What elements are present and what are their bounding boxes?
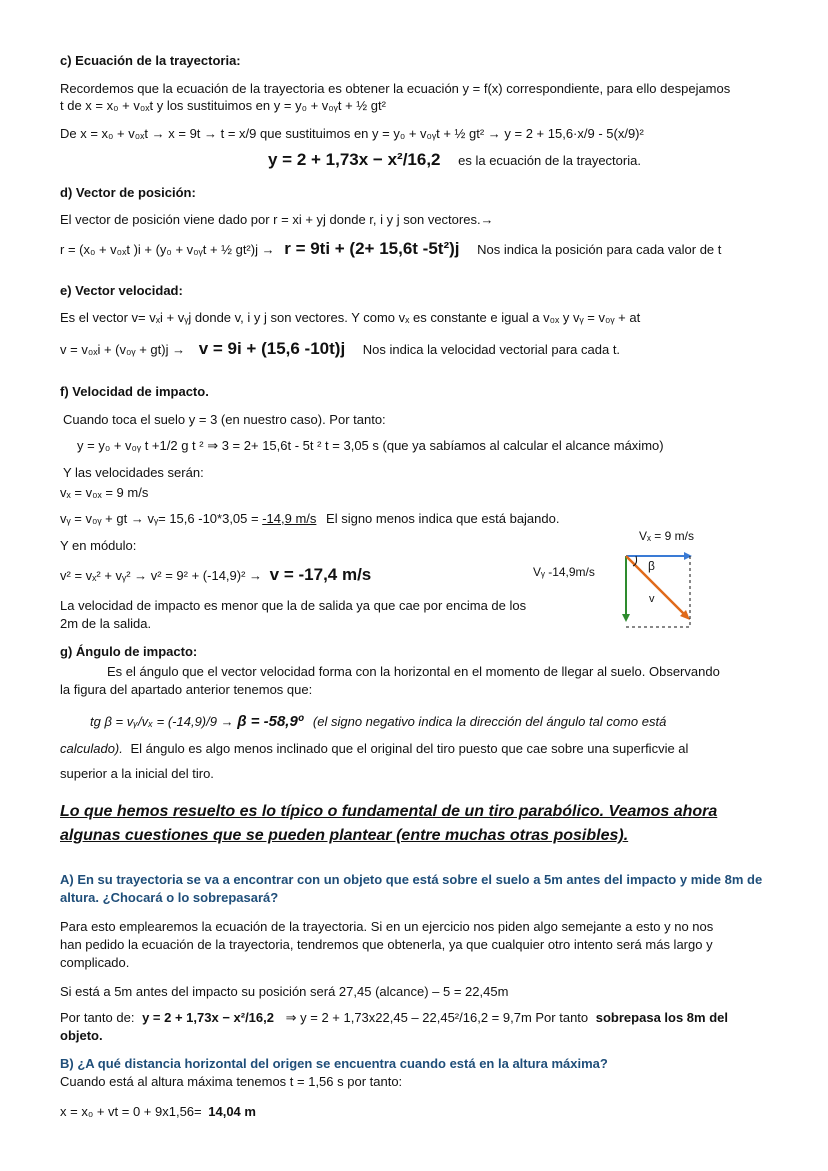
answer-a-substitution: ⇒ y = 2 + 1,73x22,45 – 22,45²/16,2 = 9,7m Por tanto	[285, 1010, 589, 1025]
section-g-paragraph	[60, 740, 688, 757]
trajectory-equation-note: es la ecuación de la trayectoria.	[458, 153, 641, 168]
beta-note: (el signo negativo indica la dirección del ángulo tal como está	[312, 714, 667, 729]
answer-a-calculation	[60, 1009, 728, 1026]
answer-a-conclusion-end: objeto.	[60, 1028, 103, 1043]
figure-v-label: v	[649, 593, 655, 605]
section-c-paragraph: t de x = x₀ + v₀ₓt y los sustituimos en y = y₀ + v₀ᵧt + ½ gt²	[60, 98, 386, 113]
section-g-paragraph: superior a la inicial del tiro.	[60, 766, 214, 781]
answer-a-paragraph: complicado.	[60, 955, 130, 970]
velocity-vector-line	[60, 340, 620, 358]
vy-note: El signo menos indica que está bajando.	[326, 511, 560, 526]
calculated-note: calculado).	[60, 741, 123, 756]
impact-angle-line	[90, 713, 666, 730]
angle-comparison: El ángulo es algo menos inclinado que el original del tiro puesto que cae sobre una superficvie al	[130, 741, 689, 756]
section-g-paragraph: la figura del apartado anterior tenemos que:	[60, 682, 313, 697]
position-vector-line	[60, 240, 721, 258]
section-g-paragraph: Es el ángulo que el vector velocidad forma con la horizontal en el momento de llegar al suelo. Observando	[107, 664, 720, 679]
vx-arrowhead	[684, 552, 692, 560]
answer-a-equation: y = 2 + 1,73x − x²/16,2	[142, 1010, 274, 1025]
velocity-vector-expansion: v = v₀ₓi + (v₀ᵧ + gt)j →	[60, 342, 186, 357]
section-f-paragraph: 2m de la salida.	[60, 616, 152, 631]
section-e-paragraph: Es el vector v= vₓi + vᵧj donde v, i y j son vectores. Y como vₓ es constante e igual a v₀ₓ y vᵧ = v₀ᵧ + at	[60, 310, 641, 325]
velocity-vector-formula: v = 9i + (15,6 -10t)j	[198, 339, 346, 358]
impact-time-equation: y = y₀ + v₀ᵧ t +1/2 g t ² ⇒ 3 = 2+ 15,6t - 5t ² t = 3,05 s (que ya sabíamos al calcular el alcance máximo)	[77, 438, 664, 453]
answer-a-paragraph: han pedido la ecuación de la trayectoria, tendremos que obtenerla, ya que cualquier otro intento será más largo y	[60, 937, 713, 952]
vy-arrowhead	[622, 614, 630, 622]
figure-vx-label: Vₓ = 9 m/s	[639, 529, 694, 543]
answer-b-paragraph: Cuando está al altura máxima tenemos t = 1,56 s por tanto:	[60, 1074, 403, 1089]
answer-a-paragraph: Para esto emplearemos la ecuación de la trayectoria. Si en un ejercicio nos piden algo semejante a esto y no nos	[60, 919, 714, 934]
position-vector-note: Nos indica la posición para cada valor de t	[477, 242, 722, 257]
summary-heading-line2: algunas cuestiones que se pueden plantear (entre muchas otras posibles).	[60, 827, 629, 844]
section-f-title: f) Velocidad de impacto.	[60, 384, 209, 399]
question-a-line2: altura. ¿Chocará o lo sobrepasará?	[60, 890, 279, 905]
section-e-title: e) Vector velocidad:	[60, 283, 183, 298]
answer-a-conclusion: sobrepasa los 8m del	[595, 1010, 728, 1025]
beta-result: β = -58,9º	[237, 713, 304, 730]
answer-a-position: Si está a 5m antes del impacto su posición será 27,45 (alcance) – 5 = 22,45m	[60, 984, 509, 999]
speed-result: v = -17,4 m/s	[269, 565, 372, 584]
section-f-paragraph: La velocidad de impacto es menor que la de salida ya que cae por encima de los	[60, 598, 527, 613]
vy-line	[60, 510, 559, 527]
summary-heading-line1: Lo que hemos resuelto es lo típico o fundamental de un tiro parabólico. Veamos ahora	[60, 803, 718, 820]
position-vector-expansion: r = (x₀ + v₀ₓt )i + (y₀ + v₀ᵧt + ½ gt²)j →	[60, 242, 275, 257]
section-f-paragraph: Cuando toca el suelo y = 3 (en nuestro caso). Por tanto:	[63, 412, 386, 427]
speed-magnitude-line	[60, 566, 371, 584]
section-c-title: c) Ecuación de la trayectoria:	[60, 53, 241, 68]
velocity-triangle-figure	[612, 526, 712, 632]
vy-result: -14,9 m/s	[262, 511, 317, 526]
section-g-title: g) Ángulo de impacto:	[60, 644, 198, 659]
speed-expansion: v² = vₓ² + vᵧ² → v² = 9² + (-14,9)² →	[60, 568, 263, 583]
vx-value: vₓ = v₀ₓ = 9 m/s	[60, 485, 149, 500]
question-b: B) ¿A qué distancia horizontal del origen se encuentra cuando está en la altura máxima?	[60, 1056, 608, 1071]
trajectory-equation-formula: y = 2 + 1,73x − x²/16,2	[268, 150, 441, 169]
trajectory-equation	[268, 151, 641, 169]
position-vector-formula: r = 9ti + (2+ 15,6t -5t²)j	[284, 239, 460, 258]
figure-beta-label: β	[648, 559, 655, 573]
vy-expansion: vᵧ = v₀ᵧ + gt → vᵧ= 15,6 -10*3,05 =	[60, 511, 259, 526]
tan-beta-expansion: tg β = vᵧ/vₓ = (-14,9)/9 →	[90, 714, 234, 729]
section-d-paragraph: El vector de posición viene dado por r = xi + yj donde r, i y j son vectores.→	[60, 212, 494, 227]
answer-b-expansion: x = x₀ + vt = 0 + 9x1,56=	[60, 1104, 202, 1119]
section-c-derivation: De x = x₀ + v₀ₓt → x = 9t → t = x/9 que sustituimos en y = y₀ + v₀ᵧt + ½ gt² → y = 2 + 15,6·x/9 - 5(x/9)²	[60, 126, 644, 141]
section-f-paragraph: Y las velocidades serán:	[63, 465, 204, 480]
question-a-line1: A) En su trayectoria se va a encontrar con un objeto que está sobre el suelo a 5m antes del impacto y mide 8m de	[60, 872, 763, 887]
answer-a-lead: Por tanto de:	[60, 1010, 135, 1025]
section-d-title: d) Vector de posición:	[60, 185, 196, 200]
answer-b-result-line	[60, 1103, 256, 1120]
section-c-paragraph: Recordemos que la ecuación de la trayectoria es obtener la ecuación y = f(x) correspondiente, para ello despejamos	[60, 81, 731, 96]
figure-vy-label: Vᵧ -14,9m/s	[533, 565, 595, 579]
velocity-vector-note: Nos indica la velocidad vectorial para cada t.	[362, 342, 621, 357]
answer-b-result: 14,04 m	[208, 1104, 256, 1119]
section-f-paragraph: Y en módulo:	[60, 538, 137, 553]
